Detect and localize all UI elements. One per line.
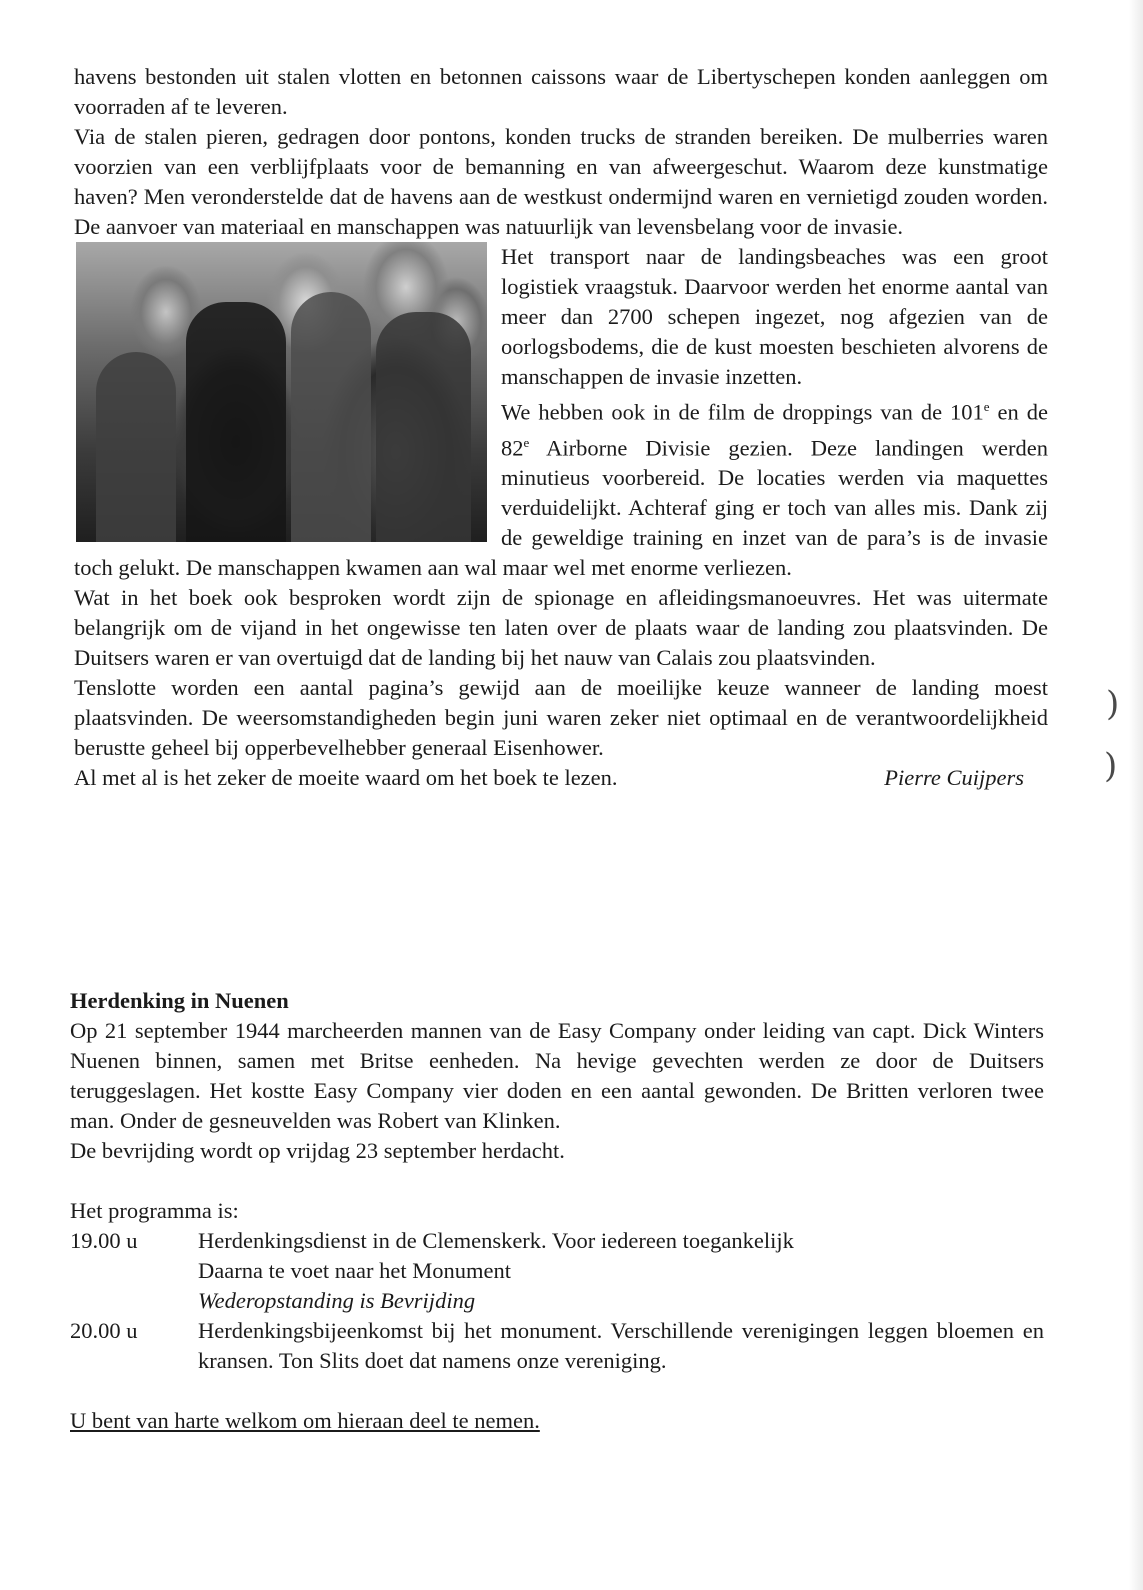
- article-paragraph: havens bestonden uit stalen vlotten en betonnen caissons waar de Libertyschepen konden aanleggen om voorraden af te leveren.: [74, 64, 1048, 119]
- author-signature: Pierre Cuijpers: [884, 765, 1024, 790]
- article-paragraph: Via de stalen pieren, gedragen door pontons, konden trucks de stranden bereiken. De mulberries waren voorzien van een verblijfplaats voor de bemanning en van afweergeschut. Waarom deze kunstmatige haven? Men veronderstelde dat de havens aan de westkust ondermijnd waren en vernietigd zouden worden. De aanvoer van materiaal en manschappen was natuurlijk van levensbelang voor de invasie.: [74, 124, 1048, 239]
- paratroopers-photo: [76, 242, 487, 542]
- book-review-article: [74, 62, 1048, 793]
- welcome-note: U bent van harte welkom om hieraan deel te nemen.: [70, 1408, 540, 1433]
- section-title: Herdenking in Nuenen: [70, 988, 289, 1013]
- photo-figure: [291, 292, 371, 542]
- page-edge: [1129, 0, 1143, 1590]
- program-time: 19.00 u: [70, 1228, 138, 1253]
- photo-figure: [376, 312, 471, 542]
- article-closing: Al met al is het zeker de moeite waard om het boek te lezen. Pierre Cuijpers: [74, 763, 1048, 793]
- article-paragraph: Wat in het boek ook besproken wordt zijn de spionage en afleidingsmanoeuvres. Het was uitermate belangrijk om de vijand in het ongewisse ten laten over de plaats waar de landing zou plaatsvinden. De Duitsers waren er van overtuigd dat de landing bij het nauw van Calais zou plaatsvinden.: [74, 585, 1048, 670]
- program-row: [70, 1316, 1044, 1376]
- photo-figure: [186, 302, 286, 542]
- margin-mark: ): [1106, 684, 1120, 724]
- program-time: 20.00 u: [70, 1318, 138, 1343]
- program-description: Herdenkingsdienst in de Clemenskerk. Voor iedereen toegankelijk Daarna te voet naar het Monument Wederopstanding is Bevrijding: [198, 1228, 794, 1313]
- program-row: [70, 1226, 1044, 1316]
- section-paragraph: De bevrijding wordt op vrijdag 23 september herdacht.: [70, 1138, 565, 1163]
- herdenking-section: [70, 986, 1044, 1436]
- section-paragraph: Op 21 september 1944 marcheerden mannen van de Easy Company onder leiding van capt. Dick Winters Nuenen binnen, samen met Britse eenheden. Na hevige gevechten werden ze door de Duitsers teruggeslagen. Het kostte Easy Company vier doden en een aantal gewonden. De Britten verloren twee man. Onder de gesneuvelden was Robert van Klinken.: [70, 1018, 1044, 1133]
- photo-figure: [96, 352, 176, 542]
- program-intro: Het programma is:: [70, 1198, 239, 1223]
- margin-mark: ): [1104, 746, 1118, 786]
- article-paragraph: Tenslotte worden een aantal pagina’s gewijd aan de moeilijke keuze wanneer de landing moest plaatsvinden. De weersomstandigheden begin juni waren zeker niet optimaal en de verantwoordelijkheid berustte geheel bij opperbevelhebber generaal Eisenhower.: [74, 675, 1048, 760]
- article-paragraph-droppings: We hebben ook in de film de droppings van de 101e en de 82e Airborne Divisie gezien. Deze landingen werden minutieus voorbereid. De locaties werden via maquettes verduidelijkt. Achteraf ging er toch van alles mis. Dank zij de geweldige training en inzet van de para’s is de invasie toch gelukt. De manschappen kwamen aan wal maar wel met enorme verliezen.: [74, 399, 1048, 580]
- program-description: Herdenkingsbijeenkomst bij het monument. Verschillende verenigingen leggen bloemen en kransen. Ton Slits doet dat namens onze vereniging.: [198, 1318, 1044, 1373]
- article-paragraph: Het transport naar de landingsbeaches was een groot logistiek vraagstuk. Daarvoor werden het enorme aantal van meer dan 2700 schepen ingezet, nog afgezien van de oorlogsbodems, die de kust moesten beschieten alvorens de manschappen de invasie inzetten.: [501, 244, 1048, 389]
